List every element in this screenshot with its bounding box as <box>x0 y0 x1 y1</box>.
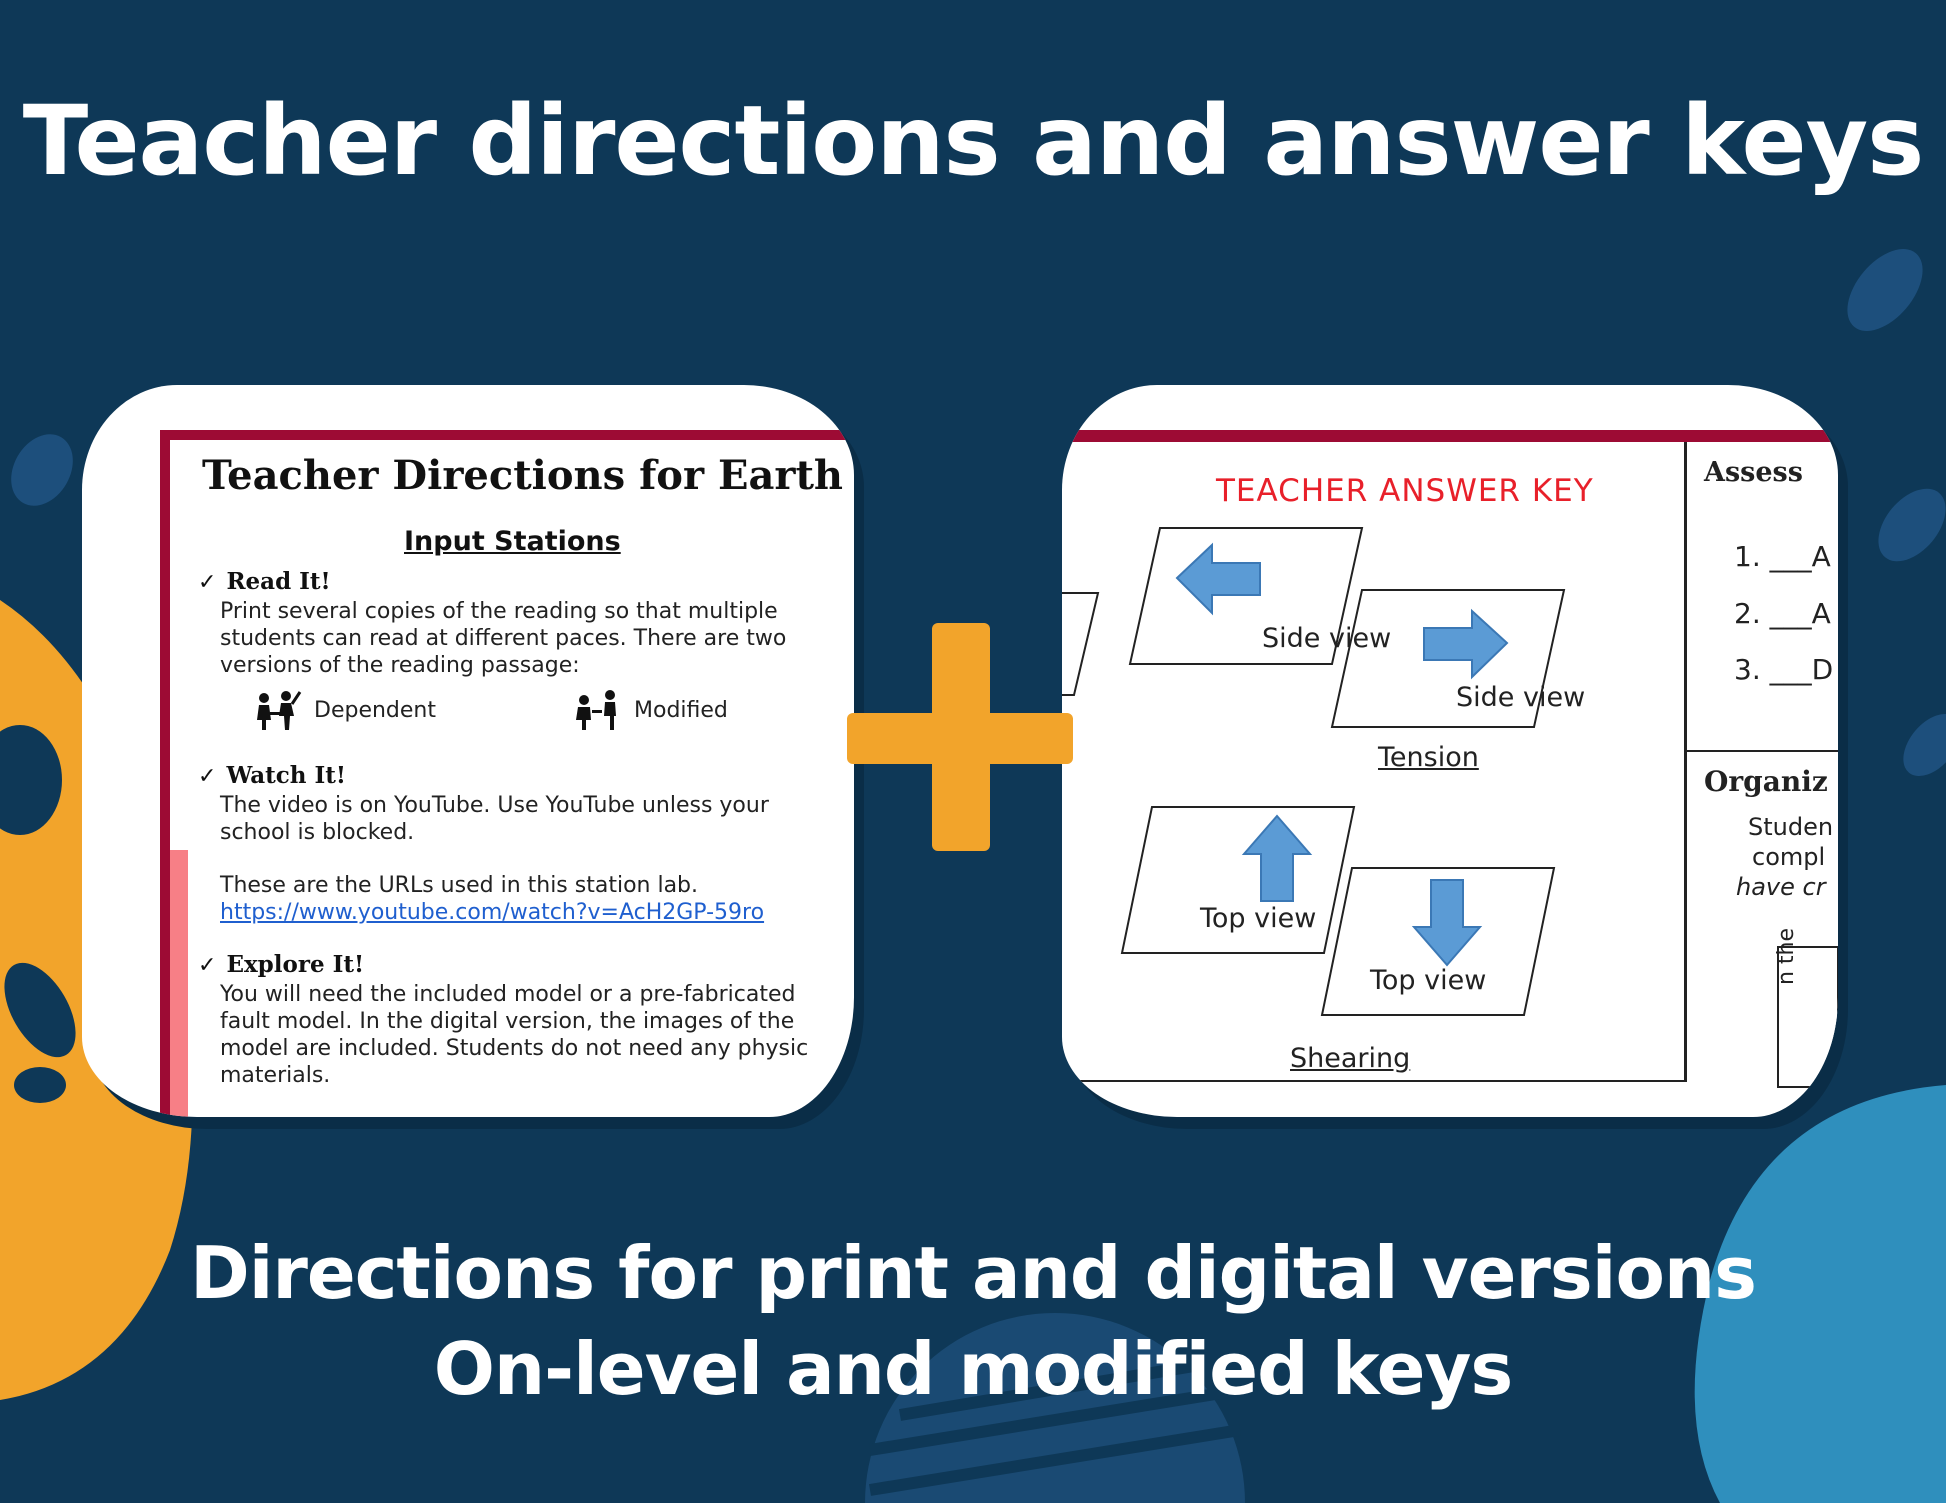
page-title: Teacher directions and answer keys <box>22 85 1924 197</box>
partial-block <box>1062 593 1098 695</box>
answer-item-3: 3. ___D <box>1734 653 1834 686</box>
blob-spot <box>14 1067 66 1103</box>
answer-item-2: 2. ___A <box>1734 597 1831 630</box>
answer-item-1: 1. ___A <box>1734 540 1831 573</box>
answer-key-preview <box>1062 385 1838 1117</box>
check-icon: ✓ <box>198 570 217 595</box>
dark-dot <box>1892 703 1946 786</box>
rotated-text: n the <box>1774 927 1799 985</box>
section-explore-title: ✓ Explore It! <box>198 951 365 978</box>
label-side-view-2: Side view <box>1456 682 1586 713</box>
version-modified <box>572 690 728 730</box>
label-top-view-2: Top view <box>1370 965 1487 996</box>
section-watch-text: The video is on YouTube. Use YouTube unless your school is blocked. <box>220 793 769 845</box>
label-side-view-1: Side view <box>1262 623 1392 654</box>
directions-document <box>160 430 854 1117</box>
doc-subheading: Input Stations <box>404 526 621 557</box>
section-read-text: Print several copies of the reading so that multiple students can read at different paces. There are two versions of the reading passage: <box>220 599 787 678</box>
subtitle-line-1: Directions for print and digital versions <box>189 1231 1757 1315</box>
student-line-1: Studen <box>1748 813 1834 841</box>
youtube-link[interactable]: https://www.youtube.com/watch?v=AcH2GP-59ro <box>220 900 765 925</box>
section-watch-title: ✓ Watch It! <box>198 762 347 789</box>
section-explore-text: You will need the included model or a pre-fabricated fault model. In the digital version, the images of the model are included. Students do not need any physic materials. <box>220 982 809 1088</box>
plus-icon-vertical <box>932 623 990 851</box>
subtitle-line-2: On-level and modified keys <box>433 1327 1513 1411</box>
label-top-view-1: Top view <box>1200 903 1317 934</box>
modified-students-icon <box>572 690 622 730</box>
answer-key-title: TEACHER ANSWER KEY <box>1216 473 1594 509</box>
check-icon: ✓ <box>198 764 217 789</box>
label-shearing: Shearing <box>1290 1043 1411 1074</box>
dependent-students-icon <box>252 690 302 730</box>
teacher-directions-preview <box>82 385 854 1117</box>
version-modified-label: Modified <box>634 697 728 723</box>
dark-dot <box>0 423 85 517</box>
student-line-2: compl <box>1752 843 1826 871</box>
version-dependent <box>252 690 436 730</box>
label-tension: Tension <box>1378 742 1479 773</box>
section-read-title: ✓ Read It! <box>198 568 331 595</box>
organize-heading: Organiz <box>1704 765 1828 798</box>
version-dependent-label: Dependent <box>314 697 436 723</box>
section-watch-urls: These are the URLs used in this station lab. https://www.youtube.com/watch?v=AcH2GP-59ro <box>220 873 765 925</box>
doc-pink-band <box>170 850 188 1117</box>
doc-heading: Teacher Directions for Earth <box>202 452 843 499</box>
check-icon: ✓ <box>198 953 217 978</box>
dark-dot <box>1833 235 1938 345</box>
doc-border-top <box>160 430 854 440</box>
answer-key-document <box>1062 385 1838 1117</box>
student-line-3: have cr <box>1736 873 1826 901</box>
doc-border-left <box>160 430 170 1117</box>
assess-heading: Assess <box>1704 457 1803 488</box>
dark-dot <box>1865 476 1946 574</box>
